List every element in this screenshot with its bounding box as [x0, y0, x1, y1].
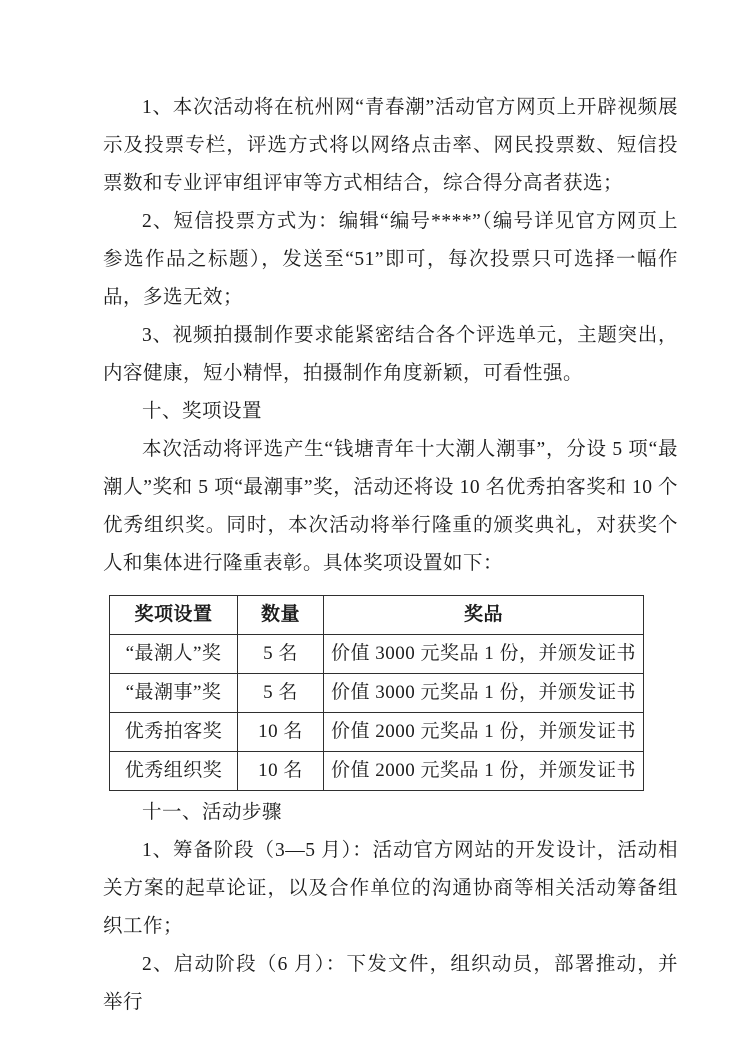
awards-table-header-award: 奖项设置: [110, 596, 238, 635]
awards-table-header-count: 数量: [238, 596, 324, 635]
award-prize-cell: 价值 3000 元奖品 1 份，并颁发证书: [324, 635, 644, 674]
paragraph-awards-overview: 本次活动将评选产生“钱塘青年十大潮人潮事”，分设 5 项“最潮人”奖和 5 项“最潮事”奖，活动还将设 10 名优秀拍客奖和 10 个优秀组织奖。同时，本次活动将举行隆重的颁奖典礼，对获奖个人和集体进行隆重表彰。具体奖项设置如下：: [103, 439, 678, 574]
award-name-cell: “最潮事”奖: [110, 674, 238, 713]
award-name-cell: “最潮人”奖: [110, 635, 238, 674]
paragraph-video-voting: 1、本次活动将在杭州网“青春潮”活动官方网页上开辟视频展示及投票专栏，评选方式将以网络点击率、网民投票数、短信投票数和专业评审组评审等方式相结合，综合得分高者获选；: [103, 97, 678, 194]
award-prize-cell: 价值 2000 元奖品 1 份，并颁发证书: [324, 752, 644, 791]
award-count-cell: 10 名: [238, 752, 324, 791]
award-name-cell: 优秀拍客奖: [110, 713, 238, 752]
paragraph-sms-voting: 2、短信投票方式为：编辑“编号****”（编号详见官方网页上参选作品之标题），发送至“51”即可，每次投票只可选择一幅作品，多选无效；: [103, 211, 678, 308]
awards-table-header-prize: 奖品: [324, 596, 644, 635]
award-count-cell: 10 名: [238, 713, 324, 752]
table-row: [110, 713, 644, 752]
award-count-cell: 5 名: [238, 674, 324, 713]
table-row: [110, 674, 644, 713]
table-row: [110, 635, 644, 674]
awards-table: [109, 595, 644, 791]
award-prize-cell: 价值 2000 元奖品 1 份，并颁发证书: [324, 713, 644, 752]
awards-table-header-row: [110, 596, 644, 635]
paragraph-video-requirements: 3、视频拍摄制作要求能紧密结合各个评选单元，主题突出，内容健康，短小精悍，拍摄制作角度新颖，可看性强。: [103, 325, 678, 384]
paragraph-preparation-phase: 1、筹备阶段（3—5 月）：活动官方网站的开发设计，活动相关方案的起草论证，以及合作单位的沟通协商等相关活动筹备组织工作；: [103, 840, 678, 937]
section-heading-steps: 十一、活动步骤: [142, 802, 283, 823]
section-heading-awards: 十、奖项设置: [142, 401, 263, 422]
table-row: [110, 752, 644, 791]
award-prize-cell: 价值 3000 元奖品 1 份，并颁发证书: [324, 674, 644, 713]
award-count-cell: 5 名: [238, 635, 324, 674]
award-name-cell: 优秀组织奖: [110, 752, 238, 791]
paragraph-launch-phase: 2、启动阶段（6 月）：下发文件，组织动员，部署推动，并举行: [103, 954, 678, 1013]
